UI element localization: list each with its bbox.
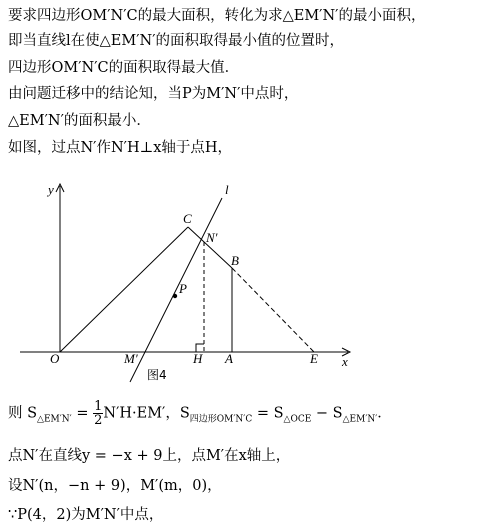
text-line-2: 即当直线l在使△EM′N′的面积取得最小值的位置时， bbox=[8, 33, 344, 49]
text-line-8: 点N′在直线y = −x + 9上，点M′在x轴上， bbox=[8, 448, 291, 464]
text-line-9: 设N′(n，−n + 9)，M′(m，0)， bbox=[8, 478, 222, 494]
label-m: M′ bbox=[124, 351, 138, 366]
segment-oc bbox=[60, 227, 188, 352]
figure-caption: 图4 bbox=[147, 368, 167, 382]
segment-be bbox=[232, 268, 314, 352]
label-x: x bbox=[342, 354, 348, 369]
fraction-half: $\frac{1}{2}$ bbox=[94, 399, 103, 428]
text-line-4: 由问题迁移中的结论知，当P为M′N′中点时， bbox=[8, 86, 299, 102]
label-e: E bbox=[310, 351, 318, 366]
text-line-6: 如图，过点N′作N′H⊥x轴于点H， bbox=[8, 140, 233, 156]
label-h: H bbox=[193, 351, 203, 366]
label-p: P bbox=[179, 281, 187, 296]
label-n: N′ bbox=[206, 230, 218, 245]
text-line-5: △EM′N′的面积最小． bbox=[8, 113, 151, 129]
label-l: l bbox=[225, 182, 229, 197]
formula-line: 则 $S_{\triangle EM'N'}$ = $\frac{1}{2}$ N′H·EM′，$S_{四边形OM'N'C} = S_{\triangle OCE} - S_{\triangle EM'N'}$． bbox=[8, 399, 392, 428]
text-line-1: 要求四边形OM′N′C的最大面积，转化为求△EM′N′的最小面积， bbox=[8, 8, 426, 24]
line-l bbox=[130, 198, 222, 382]
label-o: O bbox=[50, 351, 60, 366]
label-y: y bbox=[48, 182, 54, 197]
label-a: A bbox=[225, 351, 233, 366]
label-c: C bbox=[183, 211, 192, 226]
label-b: B bbox=[231, 253, 239, 268]
text-line-3: 四边形OM′N′C的面积取得最大值． bbox=[8, 60, 240, 76]
text-line-10: ∵P(4，2)为M′N′中点， bbox=[8, 507, 164, 523]
geometry-figure bbox=[10, 180, 360, 390]
point-p bbox=[173, 294, 177, 298]
